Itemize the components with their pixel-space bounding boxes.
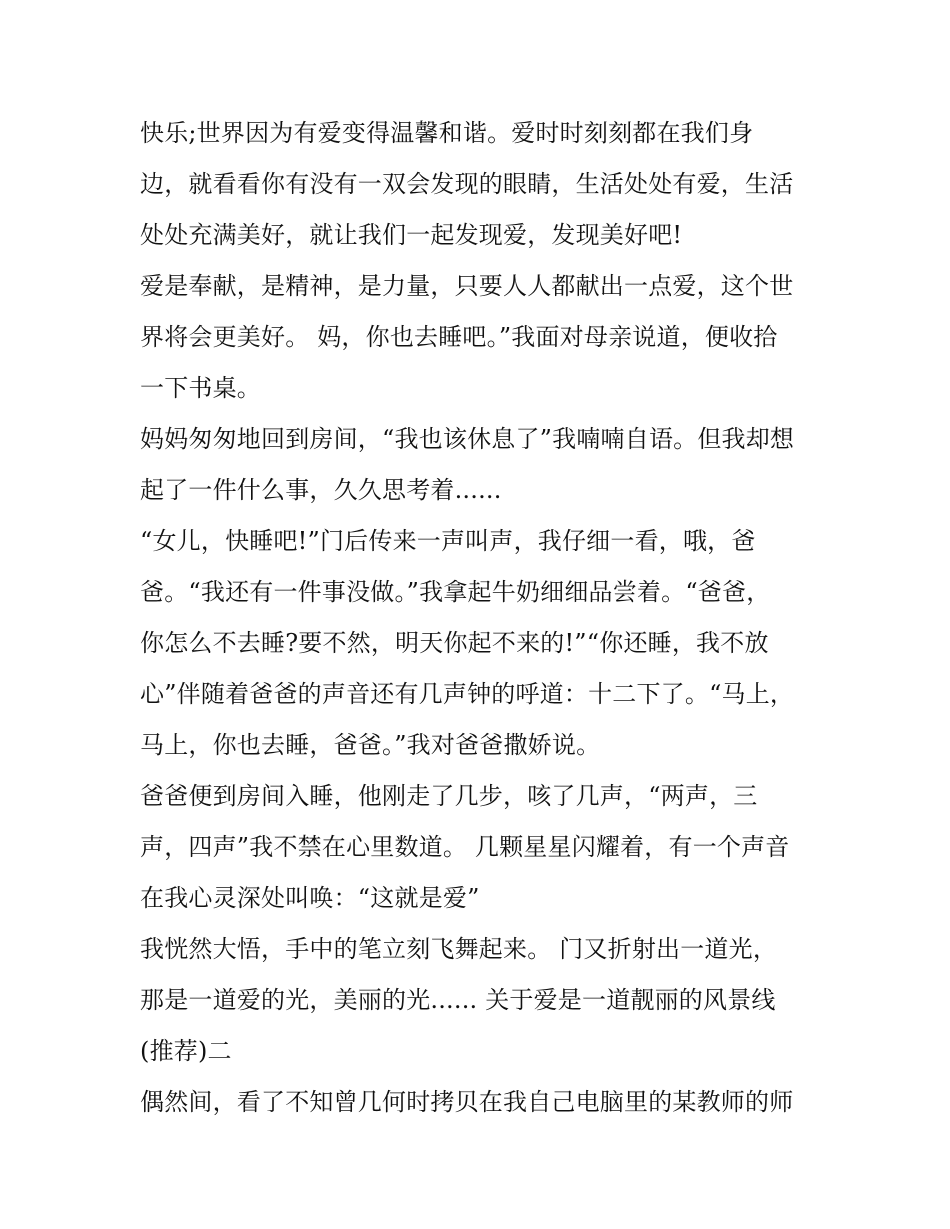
text-line: 爸爸便到房间入睡，他刚走了几步，咳了几声，“两声，三 (140, 782, 758, 810)
text-line: 偶然间，看了不知曾几何时拷贝在我自己电脑里的某教师的师 (140, 1088, 794, 1116)
text-line: 在我心灵深处叫唤：“这就是爱” (140, 884, 480, 912)
text-line: 声，四声”我不禁在心里数道。 几颗星星闪耀着，有一个声音 (140, 833, 790, 861)
text-line: 爸。“我还有一件事没做。”我拿起牛奶细细品尝着。“爸爸， (140, 578, 771, 606)
text-line: 那是一道爱的光，美丽的光...... 关于爱是一道靓丽的风景线 (140, 986, 776, 1014)
text-line: 妈妈匆匆地回到房间，“我也该休息了”我喃喃自语。但我却想 (140, 425, 795, 453)
text-line: “女儿，快睡吧!”门后传来一声叫声，我仔细一看，哦，爸 (140, 527, 756, 555)
text-line: 处处充满美好，就让我们一起发现爱，发现美好吧! (140, 221, 683, 249)
text-line: 马上，你也去睡，爸爸。”我对爸爸撒娇说。 (140, 731, 601, 759)
text-line: 快乐;世界因为有爱变得温馨和谐。爱时时刻刻都在我们身 (140, 119, 754, 147)
text-line: 爱是奉献，是精神，是力量，只要人人都献出一点爱，这个世 (140, 272, 794, 300)
text-line: 边，就看看你有没有一双会发现的眼睛，生活处处有爱，生活 (140, 170, 794, 198)
text-line: 心”伴随着爸爸的声音还有几声钟的呼道：十二下了。“马上， (140, 680, 795, 708)
text-line: 界将会更美好。 妈，你也去睡吧。”我面对母亲说道，便收拾 (140, 323, 778, 351)
text-line: 我恍然大悟，手中的笔立刻飞舞起来。 门又折射出一道光， (140, 935, 778, 963)
text-line: (推荐)二 (140, 1037, 232, 1065)
text-line: 一下书桌。 (140, 374, 261, 402)
text-line: 起了一件什么事，久久思考着...... (140, 476, 502, 504)
body-text (140, 108, 820, 1128)
text-line: 你怎么不去睡?要不然，明天你起不来的!”“你还睡，我不放 (140, 629, 769, 657)
